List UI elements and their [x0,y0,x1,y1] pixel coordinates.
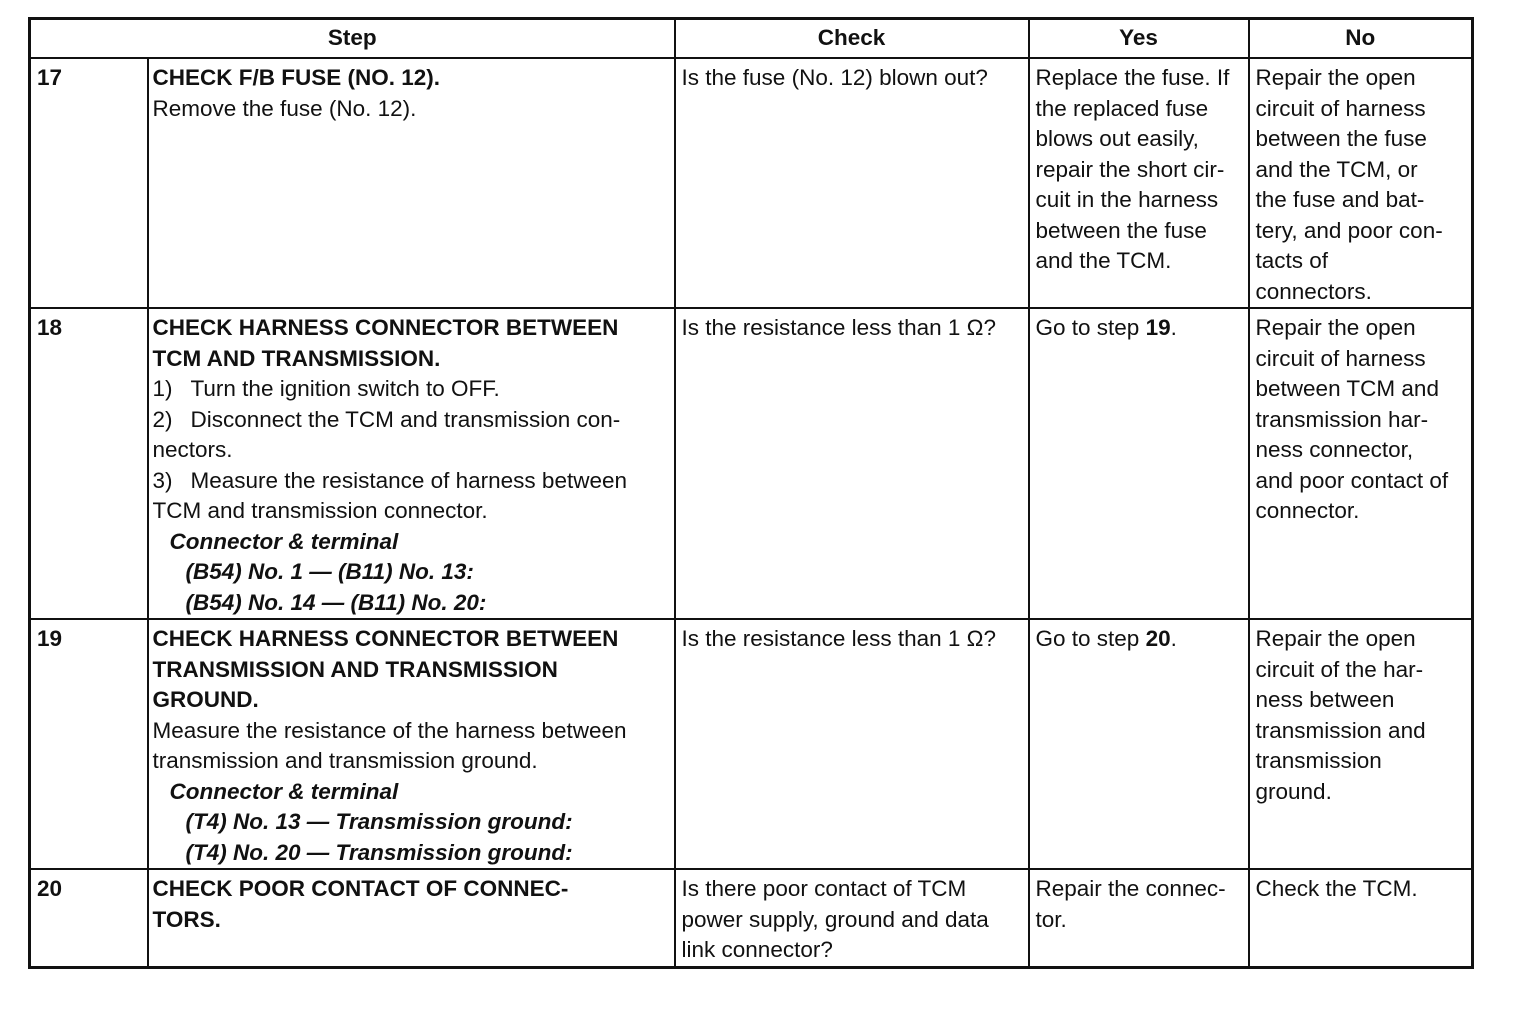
step-cell [148,869,675,967]
goto-step-number: 19 [1145,315,1171,340]
step-number: 19 [30,619,148,869]
no-line: Repair the open [1255,626,1416,651]
no-line: and poor contact of [1255,467,1449,493]
yes-text-end: . [1170,315,1177,340]
connector-terminal: (T4) No. 20 — Transmission ground: [185,839,573,865]
instruction-text: Turn the ignition switch to OFF. [190,376,500,401]
yes-line: Replace the fuse. If [1035,65,1230,90]
step-text: Measure the resistance of the harness between [152,717,627,743]
step-cell [148,619,675,869]
check-cell: Is the fuse (No. 12) blown out? [675,58,1029,308]
no-line: transmission har- [1255,406,1429,432]
check-cell: Is the resistance less than 1 Ω? [675,619,1029,869]
yes-text: Go to step [1035,315,1146,340]
no-line: circuit of harness [1255,95,1426,121]
instruction-text: Disconnect the TCM and transmission con- [190,406,621,432]
step-title: CHECK POOR CONTACT OF CONNEC- [152,876,569,901]
step-cell [148,308,675,619]
check-line: Is there poor contact of TCM [681,876,967,901]
step-number: 17 [30,58,148,308]
yes-line: repair the short cir- [1035,156,1225,182]
no-line: circuit of the har- [1255,656,1424,682]
yes-line: cuit in the harness [1035,187,1219,212]
instruction-continuation: nectors. [152,437,233,462]
header-check: Check [675,19,1029,59]
yes-cell [1029,619,1249,869]
yes-line: Repair the connec- [1035,876,1226,901]
step-title: CHECK HARNESS CONNECTOR BETWEEN [152,315,619,340]
step-text: transmission and transmission ground. [152,748,538,773]
check-line: power supply, ground and data [681,906,989,932]
no-line: transmission [1255,748,1382,773]
yes-text: Go to step [1035,626,1146,651]
step-title: CHECK F/B FUSE (NO. 12). [152,65,441,90]
yes-line: tor. [1035,906,1067,932]
table-row [30,619,1473,869]
yes-cell [1029,869,1249,967]
table-row [30,308,1473,619]
check-cell: Is the resistance less than 1 Ω? [675,308,1029,619]
instruction [153,466,668,497]
header-no: No [1249,19,1473,59]
no-cell [1249,619,1473,869]
instruction-continuation: TCM and transmission connector. [152,498,488,523]
yes-line: blows out easily, [1035,126,1199,151]
yes-text-end: . [1170,626,1177,651]
no-line: ground. [1255,778,1332,804]
no-line: between TCM and [1255,376,1439,401]
header-yes: Yes [1029,19,1249,59]
table-row [30,58,1473,308]
yes-cell [1029,308,1249,619]
yes-line: the replaced fuse [1035,95,1209,121]
step-title: TCM AND TRANSMISSION. [152,345,441,371]
step-title: GROUND. [152,687,259,712]
no-line: transmission and [1255,717,1426,743]
header-step: Step [30,19,675,59]
no-line: connector. [1255,498,1360,523]
no-line: connectors. [1255,278,1372,304]
step-title: TRANSMISSION AND TRANSMISSION [152,656,558,682]
header-row [30,19,1473,59]
no-cell: Check the TCM. [1249,869,1473,967]
step-number: 18 [30,308,148,619]
goto-step-number: 20 [1145,626,1171,651]
no-line: the fuse and bat- [1255,187,1425,212]
check-line: link connector? [681,937,833,962]
connector-label: Connector & terminal [169,778,399,804]
instruction [153,405,668,436]
no-line: between the fuse [1255,126,1427,151]
yes-cell [1029,58,1249,308]
connector-terminal: (B54) No. 14 — (B11) No. 20: [185,589,487,615]
no-line: ness connector, [1255,437,1414,462]
no-line: Repair the open [1255,315,1416,340]
connector-terminal: (B54) No. 1 — (B11) No. 13: [185,559,474,584]
check-cell [675,869,1029,967]
no-cell [1249,308,1473,619]
yes-line: and the TCM. [1035,248,1172,273]
step-number: 20 [30,869,148,967]
instruction [153,374,668,405]
diagnostic-table [28,17,1474,969]
step-cell [148,58,675,308]
no-line: ness between [1255,687,1395,712]
table-row [30,869,1473,967]
connector-label: Connector & terminal [169,528,399,554]
no-line: Repair the open [1255,65,1416,90]
instruction-text: Measure the resistance of harness between [190,467,627,493]
step-title: CHECK HARNESS CONNECTOR BETWEEN [152,626,619,651]
instruction-number: 1) [152,376,173,401]
no-cell [1249,58,1473,308]
instruction-number: 3) [152,467,173,493]
no-line: and the TCM, or [1255,156,1418,182]
no-line: tery, and poor con- [1255,217,1443,243]
step-title: TORS. [152,906,221,932]
no-line: tacts of [1255,248,1329,273]
step-text: Remove the fuse (No. 12). [152,95,417,121]
instruction-number: 2) [152,406,173,432]
yes-line: between the fuse [1035,217,1207,243]
no-line: circuit of harness [1255,345,1426,371]
connector-terminal: (T4) No. 13 — Transmission ground: [185,809,573,834]
